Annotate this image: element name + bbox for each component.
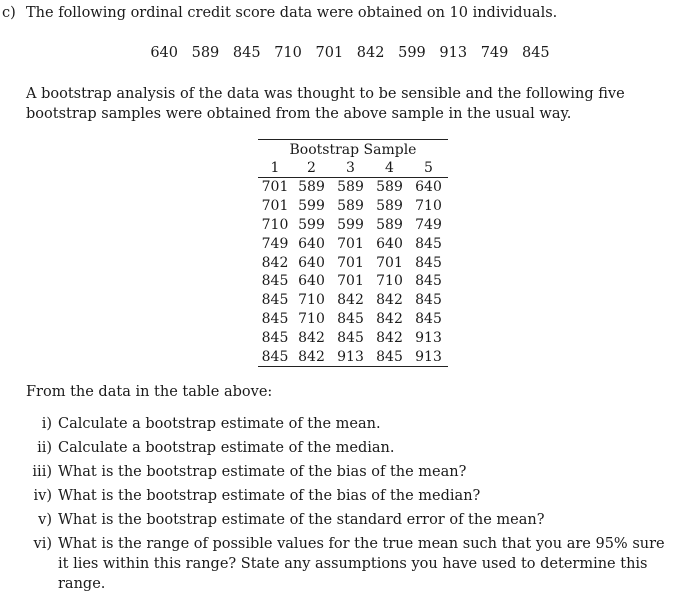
- data-value: 640: [150, 45, 178, 61]
- question-text: What is the range of possible values for the true mean such that you are 95% sure it lies within this range? State any assumptions you have used to determine this range.: [58, 536, 665, 592]
- question-item: [26, 438, 666, 458]
- question-text: What is the bootstrap estimate of the standard error of the mean?: [58, 512, 545, 528]
- table-cell: 710: [298, 310, 325, 327]
- table-cell: 842: [376, 329, 403, 346]
- data-value: 845: [232, 45, 261, 61]
- data-value: 589: [191, 45, 220, 61]
- table-cell: 749: [261, 235, 289, 252]
- table-cell: 845: [370, 347, 409, 366]
- table-cell: 599: [337, 216, 364, 233]
- data-value: 842: [356, 45, 385, 61]
- table-row: [258, 234, 448, 253]
- column-header: 3: [331, 159, 370, 178]
- table-cell: 640: [298, 235, 325, 252]
- question-list: [26, 414, 666, 598]
- part-label: c): [2, 5, 16, 21]
- question-number: i): [41, 416, 52, 432]
- column-header: 2: [292, 159, 331, 178]
- table-cell: 845: [415, 254, 442, 271]
- description-paragraph: A bootstrap analysis of the data was thought to be sensible and the following five bootstrap samples were obtained from the above sample in the usual way.: [26, 86, 625, 122]
- question-text: Calculate a bootstrap estimate of the median.: [58, 440, 395, 456]
- data-value: 845: [521, 45, 550, 61]
- table-cell: 640: [376, 235, 403, 252]
- column-header: 1: [258, 159, 292, 178]
- table-cell: 913: [415, 329, 442, 346]
- question-text: Calculate a bootstrap estimate of the mean.: [58, 416, 381, 432]
- table-row: [258, 310, 448, 329]
- table-cell: 589: [376, 179, 403, 196]
- table-cell: 842: [261, 254, 289, 271]
- table-cell: 701: [261, 198, 289, 215]
- table-cell: 599: [298, 198, 325, 215]
- bootstrap-table: [258, 139, 448, 367]
- column-header: 5: [409, 159, 448, 178]
- table-caption: Bootstrap Sample: [258, 140, 448, 160]
- question-number: vi): [33, 536, 52, 552]
- table-cell: 640: [298, 254, 325, 271]
- table-cell: 701: [261, 179, 289, 196]
- column-header: 4: [370, 159, 409, 178]
- table-cell: 845: [415, 235, 442, 252]
- question-item: [26, 486, 666, 506]
- table-row: [258, 216, 448, 235]
- question-item: [26, 510, 666, 530]
- table-cell: 701: [376, 254, 403, 271]
- data-value: 749: [480, 45, 509, 61]
- table-cell: 845: [415, 292, 442, 309]
- table-row: [258, 178, 448, 197]
- table-cell: 845: [415, 273, 442, 290]
- table-cell: 589: [337, 198, 364, 215]
- table-cell: 845: [261, 273, 289, 290]
- table-cell: 913: [331, 347, 370, 366]
- data-values: [0, 45, 700, 61]
- table-row: [258, 253, 448, 272]
- table-cell: 710: [415, 198, 442, 215]
- table-cell: 640: [415, 179, 442, 196]
- table-cell: 845: [337, 310, 364, 327]
- questions-lead: From the data in the table above:: [26, 384, 273, 400]
- data-value: 913: [439, 45, 468, 61]
- question-item: [26, 462, 666, 482]
- table-cell: 589: [337, 179, 364, 196]
- table-cell: 589: [376, 216, 403, 233]
- question-number: ii): [37, 440, 52, 456]
- table-row: [258, 328, 448, 347]
- table-row: [258, 272, 448, 291]
- question-number: v): [38, 512, 52, 528]
- table-cell: 913: [409, 347, 448, 366]
- table-cell: 842: [337, 292, 364, 309]
- table-row: [258, 347, 448, 366]
- table-cell: 710: [298, 292, 325, 309]
- table-cell: 589: [376, 198, 403, 215]
- table-cell: 845: [261, 329, 289, 346]
- table-cell: 701: [337, 273, 364, 290]
- table-cell: 842: [292, 347, 331, 366]
- table-cell: 640: [298, 273, 325, 290]
- intro-text: The following ordinal credit score data were obtained on 10 individuals.: [26, 5, 558, 21]
- table-cell: 701: [337, 254, 364, 271]
- question-number: iv): [33, 488, 52, 504]
- data-value: 701: [315, 45, 344, 61]
- table-cell: 749: [415, 216, 442, 233]
- question-item: [26, 534, 666, 594]
- table-cell: 845: [261, 310, 289, 327]
- table-cell: 845: [415, 310, 442, 327]
- table-cell: 842: [376, 310, 403, 327]
- table-cell: 845: [261, 292, 289, 309]
- table-cell: 710: [261, 216, 289, 233]
- table-row: [258, 291, 448, 310]
- table-row: [258, 197, 448, 216]
- table-cell: 710: [376, 273, 403, 290]
- table-cell: 701: [337, 235, 364, 252]
- question-text: What is the bootstrap estimate of the bias of the mean?: [58, 464, 467, 480]
- question-text: What is the bootstrap estimate of the bias of the median?: [58, 488, 481, 504]
- data-value: 599: [398, 45, 426, 61]
- table-cell: 845: [258, 347, 292, 366]
- question-number: iii): [32, 464, 52, 480]
- table-cell: 842: [376, 292, 403, 309]
- table-cell: 589: [298, 179, 325, 196]
- table-cell: 845: [337, 329, 364, 346]
- question-item: [26, 414, 666, 434]
- table-cell: 599: [298, 216, 325, 233]
- table-cell: 842: [298, 329, 325, 346]
- data-value: 710: [274, 45, 302, 61]
